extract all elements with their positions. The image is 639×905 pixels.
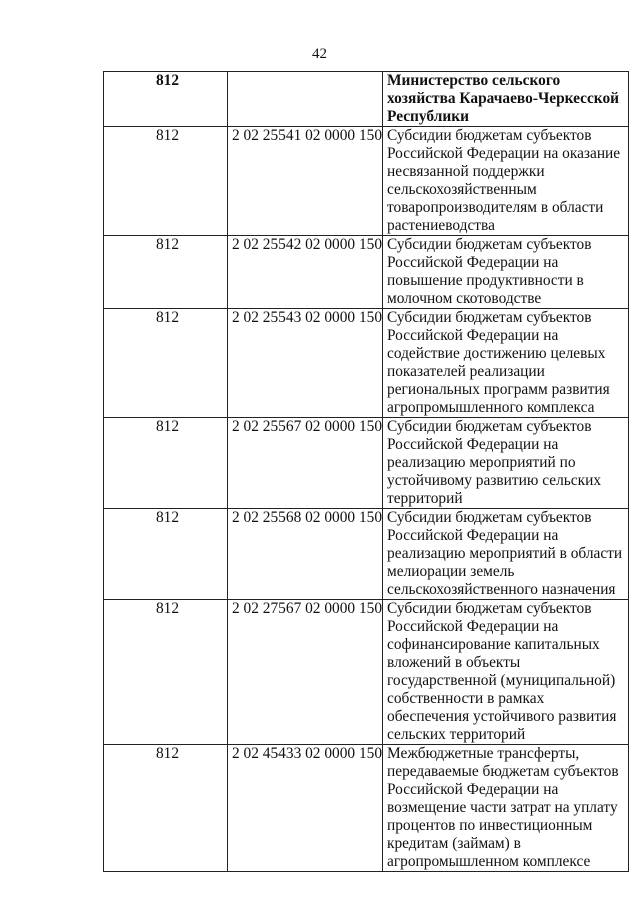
income-name-cell: Субсидии бюджетам субъектов Российской Федерации на оказание несвязанной поддержки сельскохозяйственным товаропроизводителям в области растениеводства xyxy=(383,127,629,236)
header-ministry-name: Министерство сельского хозяйства Карачаево-Черкесской Республики xyxy=(383,72,629,127)
admin-code-cell: 812 xyxy=(104,418,228,509)
income-name-cell: Субсидии бюджетам субъектов Российской Федерации на содействие достижению целевых показателей реализации региональных программ развития агропромышленного комплекса xyxy=(383,309,629,418)
income-name-cell: Субсидии бюджетам субъектов Российской Федерации на реализацию мероприятий по устойчивому развитию сельских территорий xyxy=(383,418,629,509)
income-code-cell: 2 02 25541 02 0000 150 xyxy=(228,127,383,236)
income-code-cell: 2 02 25542 02 0000 150 xyxy=(228,236,383,309)
page-number: 42 xyxy=(312,46,327,62)
income-code-cell: 2 02 27567 02 0000 150 xyxy=(228,600,383,745)
income-name-cell: Субсидии бюджетам субъектов Российской Федерации на повышение продуктивности в молочном скотоводстве xyxy=(383,236,629,309)
table-header-row xyxy=(104,72,629,127)
table-row xyxy=(104,236,629,309)
table-row xyxy=(104,309,629,418)
income-code-cell: 2 02 25543 02 0000 150 xyxy=(228,309,383,418)
income-name-cell: Субсидии бюджетам субъектов Российской Федерации на реализацию мероприятий в области мелиорации земель сельскохозяйственного назначения xyxy=(383,509,629,600)
admin-code-cell: 812 xyxy=(104,600,228,745)
admin-code-cell: 812 xyxy=(104,236,228,309)
admin-code-cell: 812 xyxy=(104,309,228,418)
income-code-cell: 2 02 25567 02 0000 150 xyxy=(228,418,383,509)
admin-code-cell: 812 xyxy=(104,127,228,236)
admin-code-cell: 812 xyxy=(104,509,228,600)
table-row xyxy=(104,600,629,745)
table-row xyxy=(104,509,629,600)
income-code-cell: 2 02 25568 02 0000 150 xyxy=(228,509,383,600)
header-income-code xyxy=(228,72,383,127)
budget-codes-table xyxy=(103,71,629,872)
table-row xyxy=(104,745,629,872)
income-name-cell: Межбюджетные трансферты, передаваемые бюджетам субъектов Российской Федерации на возмещение части затрат на уплату процентов по инвестиционным кредитам (займам) в агропромышленном комплексе xyxy=(383,745,629,872)
income-code-cell: 2 02 45433 02 0000 150 xyxy=(228,745,383,872)
table-row xyxy=(104,127,629,236)
table-row xyxy=(104,418,629,509)
admin-code-cell: 812 xyxy=(104,745,228,872)
header-admin-code: 812 xyxy=(104,72,228,127)
income-name-cell: Субсидии бюджетам субъектов Российской Федерации на софинансирование капитальных вложений в объекты государственной (муниципальной) собственности в рамках обеспечения устойчивого развития сельских территорий xyxy=(383,600,629,745)
